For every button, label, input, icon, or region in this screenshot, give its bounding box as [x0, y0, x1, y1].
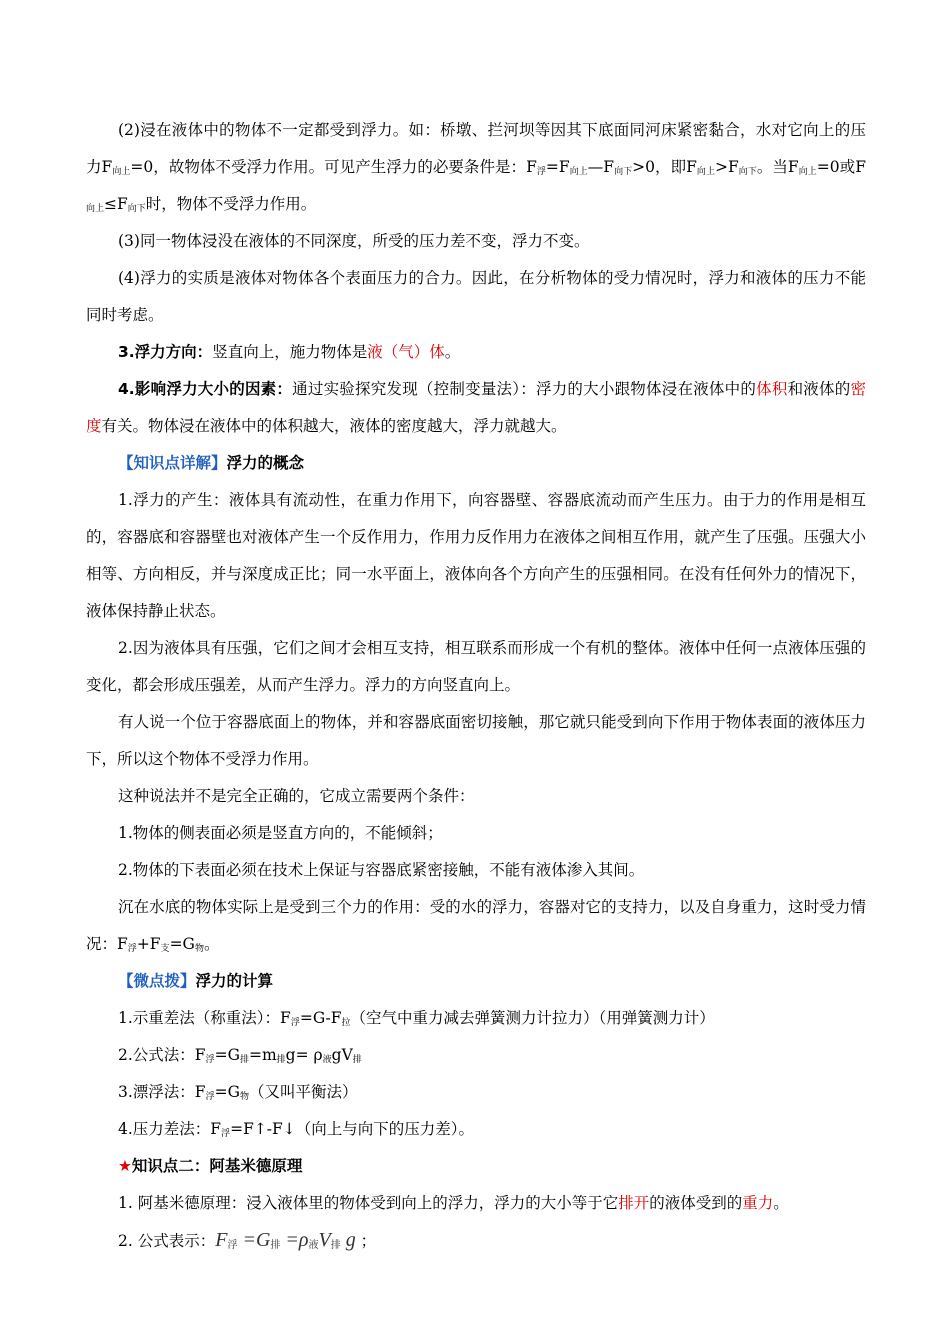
- paragraph-direction: 3.浮力方向：竖直向上，施力物体是液（气）体。: [118, 343, 461, 361]
- paragraph-formula: 2. 公式表示：$F_浮 =G_排 =\rho_液V_排$ g ；: [118, 1229, 377, 1251]
- method-formula: 2.公式法：$F_浮=G_排=m_排g= \rho_液gV_排$: [118, 1046, 362, 1065]
- paragraph-conditions-intro: 这种说法并不是完全正确的，它成立需要两个条件：: [118, 787, 475, 805]
- method-weighing: 1.示重差法（称重法）：$F_浮=G-F_拉$（空气中重力减去弹簧测力计拉力）（用弹簧测力计）: [118, 1009, 715, 1028]
- paragraph-depth: (3)同一物体浸没在液体的不同深度，所受的压力差不变，浮力不变。: [118, 232, 590, 250]
- method-pressure-difference: 4.压力差法：$F_浮=F↑-F↓$（向上与向下的压力差）。: [118, 1120, 475, 1139]
- paragraph-origin: 1.浮力的产生：液体具有流动性，在重力作用下，向容器壁、容器底流动而产生压力。由于力的作用是相互的，容器底和容器壁也对液体产生一个反作用力，作用力反作用力在液体之间相互作用，就产生了压强。压强大小相等、方向相反，并与深度成正比；同一水平面上，液体向各个方向产生的压强相同。在没有任何外力的情况下，液体保持静止状态。: [86, 491, 866, 620]
- paragraph-archimedes-principle: 1. 阿基米德原理：浸入液体里的物体受到向上的浮力，浮力的大小等于它排开的液体受到的重力。: [118, 1194, 789, 1212]
- method-floating: 3.漂浮法：$F_浮=G_物$（又叫平衡法）: [118, 1083, 358, 1102]
- paragraph-essence: (4)浮力的实质是液体对物体各个表面压力的合力。因此，在分析物体的受力情况时，浮力和液体的压力不能同时考虑。: [86, 269, 866, 324]
- heading-calculation: 【微点拨】浮力的计算: [118, 972, 274, 990]
- star-icon: ★: [118, 1157, 132, 1175]
- document-body: [86, 112, 866, 1260]
- paragraph-condition-2: 2.物体的下表面必须在技术上保证与容器底紧密接触，不能有液体渗入其间。: [118, 861, 645, 879]
- archimedes-formula: $F_浮 =G_排 =\rho_液V_排$ g: [215, 1229, 356, 1251]
- heading-archimedes: ★知识点二：阿基米德原理: [118, 1157, 303, 1175]
- paragraph-pressure: 2.因为液体具有压强，它们之间才会相互支持，相互联系而形成一个有机的整体。液体中任何一点液体压强的变化，都会形成压强差，从而产生浮力。浮力的方向竖直向上。: [86, 639, 866, 694]
- paragraph-claim: 有人说一个位于容器底面上的物体，并和容器底面密切接触，那它就只能受到向下作用于物体表面的液体压力下，所以这个物体不受浮力作用。: [86, 713, 866, 768]
- paragraph-three-forces: 沉在水底的物体实际上是受到三个力的作用：受的水的浮力，容器对它的支持力，以及自身重力，这时受力情况：$F_浮+F_支=G_物$。: [86, 898, 866, 954]
- paragraph-condition: (2)浸在液体中的物体不一定都受到浮力。如：桥墩、拦河坝等因其下底面同河床紧密黏合，水对它向上的压力$F_{向上}=0$，故物体不受浮力作用。可见产生浮力的必要条件是：$F_浮=F_{向上}—F_{向下}>0$，即$F_{向上}>F_{向下}$。当$F_{向上}=0$或$F_{向上}\le F_{向下}$时，物体不受浮力作用。: [86, 121, 866, 214]
- heading-concept: 【知识点详解】浮力的概念: [118, 454, 305, 472]
- paragraph-factors: 4.影响浮力大小的因素：通过实验探究发现（控制变量法）：浮力的大小跟物体浸在液体中的体积和液体的密度有关。物体浸在液体中的体积越大，液体的密度越大，浮力就越大。: [86, 380, 866, 435]
- paragraph-condition-1: 1.物体的侧表面必须是竖直方向的，不能倾斜；: [118, 824, 443, 842]
